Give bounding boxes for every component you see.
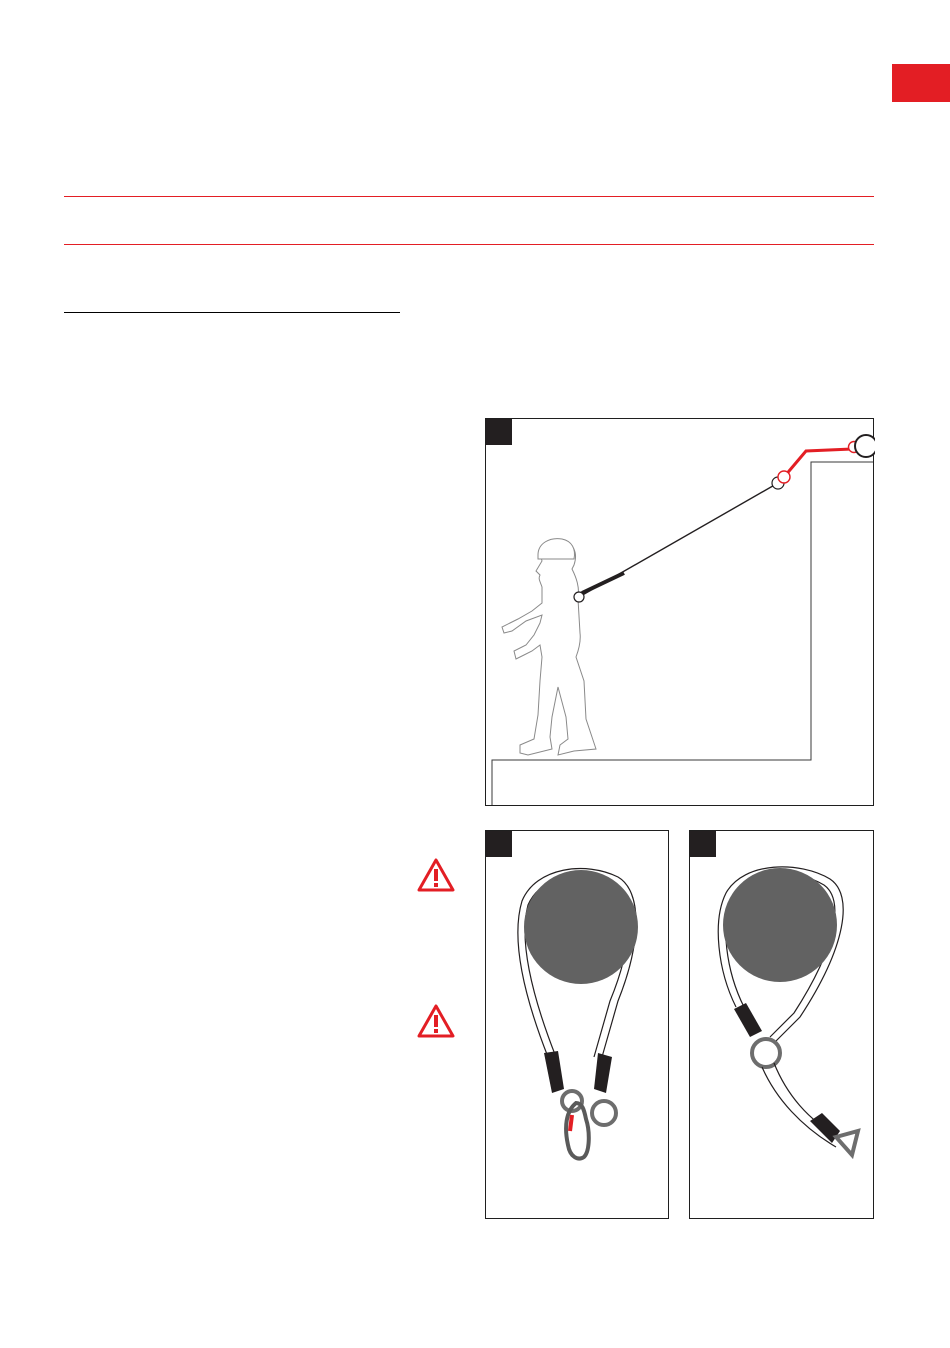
- round-anchor: [524, 870, 638, 984]
- sling-ring-lower: [778, 471, 790, 483]
- figure-2-panel: [485, 830, 669, 1219]
- sling-sleeve-right: [594, 1053, 612, 1093]
- carabiner-gate: [570, 1115, 572, 1131]
- figure-2-illustration: [486, 831, 670, 1220]
- warning-triangle-icon: [417, 858, 455, 892]
- choke-ring: [752, 1039, 780, 1067]
- sling-sleeve-upper: [734, 1003, 762, 1037]
- section-tab: [892, 64, 950, 102]
- shock-absorber: [582, 573, 624, 593]
- anchor-point: [855, 435, 875, 457]
- helmet: [538, 539, 575, 559]
- figure-3-illustration: [690, 831, 875, 1220]
- worker-figure: [502, 541, 596, 755]
- header-rule-top: [64, 196, 874, 197]
- figure-1-panel: [485, 418, 874, 806]
- figure-1-illustration: [486, 419, 875, 807]
- harness-attachment-ring: [574, 592, 584, 602]
- warning-triangle-icon: [417, 1004, 455, 1038]
- end-triangle-connector: [836, 1131, 858, 1155]
- subheading-underline: [64, 312, 400, 313]
- header-rule-bottom: [64, 244, 874, 245]
- round-anchor: [723, 868, 837, 982]
- right-end-ring: [592, 1101, 616, 1125]
- sling-sleeve-left: [544, 1051, 564, 1093]
- figure-3-panel: [689, 830, 874, 1219]
